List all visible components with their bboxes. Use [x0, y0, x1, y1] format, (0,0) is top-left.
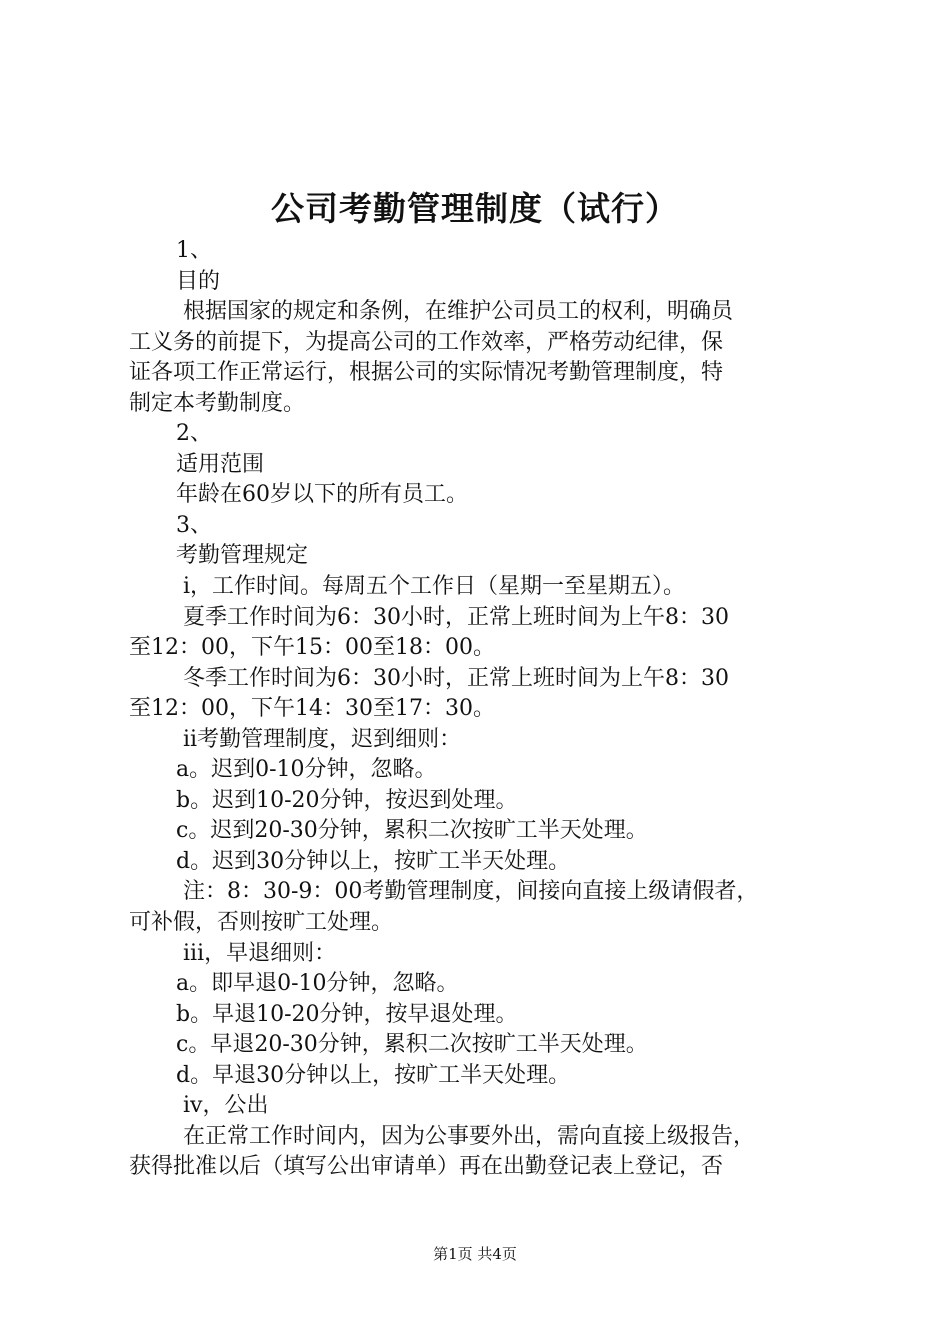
text-line: 2、 — [176, 421, 212, 447]
text-line: ⅲ，早退细则： — [183, 940, 337, 966]
text-line: 3、 — [176, 512, 212, 538]
text-line: 1、 — [176, 238, 212, 263]
document-body — [129, 236, 831, 1183]
text-line: ⅰ，工作时间。每周五个工作日（星期一至星期五）。 — [183, 574, 686, 600]
page-footer: 第1页 共4页 — [433, 1245, 517, 1263]
text-line: ⅱ考勤管理制度，迟到细则： — [183, 726, 462, 752]
text-line: 冬季工作时间为6：30小时，正常上班时间为上午8：30 — [183, 665, 729, 691]
text-line: 夏季工作时间为6：30小时，正常上班时间为上午8：30 — [183, 604, 729, 630]
text-line: c。早退20-30分钟，累积二次按旷工半天处理。 — [176, 1032, 648, 1058]
text-line: b。早退10-20分钟，按早退处理。 — [176, 1001, 518, 1027]
text-line: d。迟到30分钟以上，按旷工半天处理。 — [176, 848, 571, 874]
text-line: d。早退30分钟以上，按旷工半天处理。 — [176, 1062, 571, 1088]
text-line: 适用范围 — [176, 451, 265, 477]
text-line: 至12：00，下午15：00至18：00。 — [129, 635, 495, 661]
text-line: 获得批准以后（填写公出审请单）再在出勤登记表上登记，否 — [129, 1154, 724, 1180]
text-line: 至12：00，下午14：30至17：30。 — [129, 696, 495, 722]
text-line: 根据国家的规定和条例，在维护公司员工的权利，明确员 — [183, 299, 734, 325]
text-line: c。迟到20-30分钟，累积二次按旷工半天处理。 — [176, 818, 648, 844]
text-line: 考勤管理规定 — [176, 543, 309, 569]
text-line: 目的 — [176, 268, 221, 294]
text-line: 工义务的前提下，为提高公司的工作效率，严格劳动纪律，保 — [129, 329, 724, 355]
text-line: 注：8：30-9：00考勤管理制度，间接向直接上级请假者， — [183, 879, 759, 905]
text-line: 证各项工作正常运行，根据公司的实际情况考勤管理制度，特 — [129, 360, 724, 386]
text-line: 可补假，否则按旷工处理。 — [129, 910, 394, 936]
text-line: 制定本考勤制度。 — [129, 390, 306, 416]
text-line: ⅳ，公出 — [183, 1093, 269, 1119]
document-title: 公司考勤管理制度（试行） — [271, 189, 679, 228]
text-line: a。即早退0-10分钟，忽略。 — [176, 971, 459, 997]
text-line: 年龄在60岁以下的所有员工。 — [176, 482, 468, 508]
text-line: a。迟到0-10分钟，忽略。 — [176, 757, 437, 783]
text-line: 在正常工作时间内，因为公事要外出，需向直接上级报告， — [183, 1123, 756, 1149]
text-line: b。迟到10-20分钟，按迟到处理。 — [176, 787, 518, 813]
